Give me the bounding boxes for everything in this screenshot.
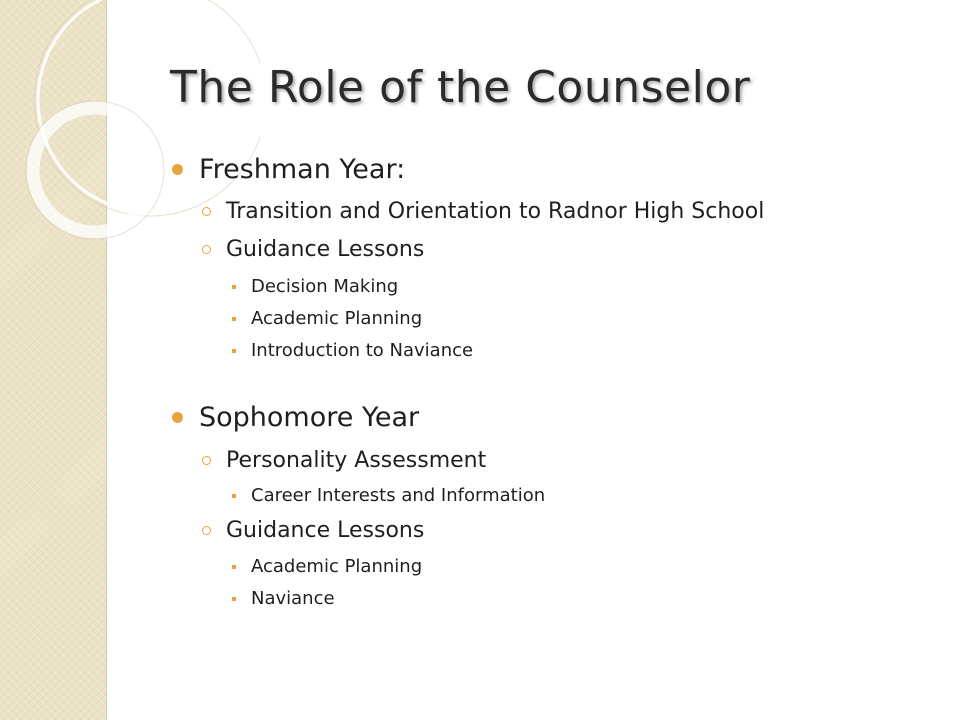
square-bullet-icon	[232, 565, 236, 569]
ring-bullet-icon	[202, 245, 211, 254]
bullet-dot-icon	[172, 412, 183, 423]
list-item	[202, 199, 764, 224]
list-item	[202, 518, 424, 543]
square-bullet-icon	[232, 597, 236, 601]
list-item-label: Personality Assessment	[226, 448, 487, 473]
sub-list-item	[232, 276, 398, 297]
sub-list-item-label: Naviance	[251, 588, 335, 609]
sub-list-item	[232, 308, 422, 329]
sub-list-item	[232, 588, 335, 609]
page-title: The Role of the Counselor	[170, 62, 751, 113]
list-item-label: Guidance Lessons	[226, 518, 425, 543]
ring-bullet-icon	[202, 456, 211, 465]
ring-bullet-icon	[202, 207, 211, 216]
ring-bullet-icon	[202, 526, 211, 535]
square-bullet-icon	[232, 317, 236, 321]
list-item-label: Transition and Orientation to Radnor High School	[226, 199, 765, 224]
sub-list-item	[232, 485, 545, 506]
square-bullet-icon	[232, 494, 236, 498]
section-heading-label: Freshman Year:	[199, 154, 406, 185]
list-item	[202, 448, 486, 473]
list-item-label: Guidance Lessons	[226, 237, 425, 262]
section-heading-freshman	[172, 154, 405, 185]
section-heading-label: Sophomore Year	[199, 402, 420, 433]
sub-list-item-label: Academic Planning	[251, 308, 423, 329]
sub-list-item-label: Career Interests and Information	[251, 485, 546, 506]
sub-list-item	[232, 340, 473, 361]
sub-list-item-label: Academic Planning	[251, 556, 423, 577]
bullet-dot-icon	[172, 164, 183, 175]
sub-list-item	[232, 556, 422, 577]
sub-list-item-label: Introduction to Naviance	[251, 340, 474, 361]
square-bullet-icon	[232, 285, 236, 289]
square-bullet-icon	[232, 349, 236, 353]
sub-list-item-label: Decision Making	[251, 276, 399, 297]
section-heading-sophomore	[172, 402, 419, 433]
list-item	[202, 237, 424, 262]
